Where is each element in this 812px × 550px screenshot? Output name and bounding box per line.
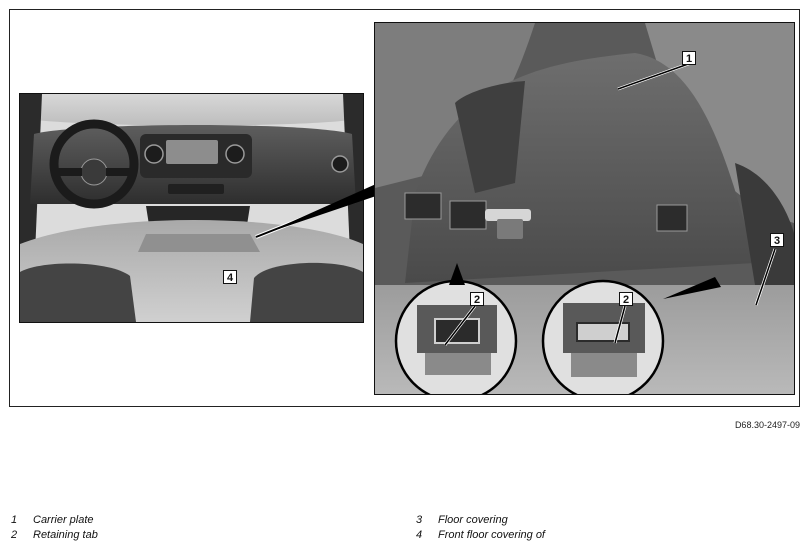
legend-text: Floor covering: [438, 514, 508, 526]
legend-number: 3: [416, 514, 423, 526]
callout-2b: 2: [619, 292, 633, 306]
callout-1: 1: [682, 51, 696, 65]
figure-code: D68.30-2497-09: [734, 420, 800, 430]
legend-number: 2: [11, 529, 18, 541]
legend-right: [416, 513, 545, 543]
legend-text: Retaining tab: [33, 529, 98, 541]
callout-3: 3: [770, 233, 784, 247]
legend-number: 4: [416, 529, 423, 541]
legend-left: [11, 513, 98, 543]
legend-text: Carrier plate: [33, 514, 94, 526]
legend-number: 1: [11, 514, 18, 526]
callout-2a: 2: [470, 292, 484, 306]
legend-text: Front floor covering of: [438, 529, 545, 541]
callout-4: 4: [223, 270, 237, 284]
floor-photo: [374, 22, 795, 395]
legend-item: [11, 513, 98, 528]
pointer-wedge: [260, 170, 380, 240]
legend-item: [416, 528, 545, 543]
legend-item: [11, 528, 98, 543]
legend-item: [416, 513, 545, 528]
